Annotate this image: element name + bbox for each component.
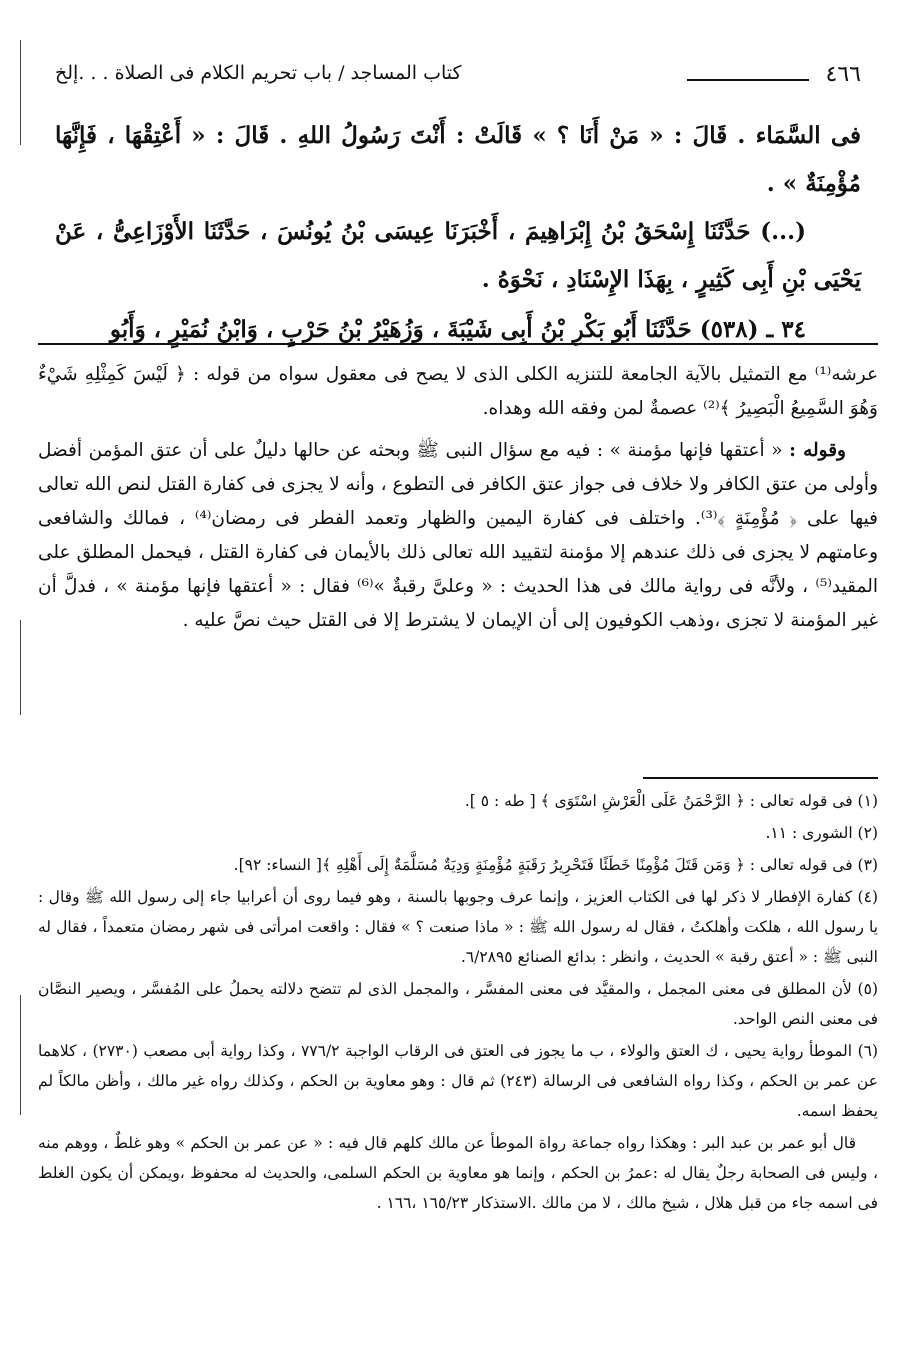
footnotes xyxy=(38,786,878,1220)
hadith-number: ٣٤ ـ (٥٣٨) حَدَّثَنَا أَبُو بَكْرِ بْنُ أَبِى شَيْبَةَ ، وَزُهَيْرُ بْنُ حَرْبٍ ، وَابْنُ نُمَيْرٍ ، وَأَبُو xyxy=(109,316,806,343)
binding-margin-line xyxy=(20,40,21,145)
footnote-4: (٤) كفارة الإفطار لا ذكر لها فى الكتاب العزيز ، وإنما عرف وجوبها بالسنة ، وهو فيما روى أن أعرابيا جاء إلى رسول الله ﷺ وقال : يا رسول الله ، هلكت وأهلكتُ ، فقال له رسول الله ﷺ : « ماذا صنعت ؟ » فقال : واقعت امرأتى فى شهر رمضان متعمداً ، فقال له النبى ﷺ : « أعتق رقبة » الحديث ، وانظر : بدائع الصنائع ٦/٢٨٩٥. xyxy=(38,888,878,966)
footnote-1: (١) فى قوله تعالى : ﴿ الرَّحْمَنُ عَلَى الْعَرْشِ اسْتَوَى ﴾ [ طه : ٥ ]. xyxy=(464,792,878,810)
section-divider xyxy=(38,343,878,345)
commentary-paragraph: عرشه⁽¹⁾ مع التمثيل بالآية الجامعة للتنزيه الكلى الذى لا يصح فى معقول سواه من قوله : ﴿ لَيْسَ كَمِثْلِهِ شَيْءٌ وَهُوَ السَّمِيعُ الْبَصِيرُ ﴾⁽²⁾ عصمةٌ لمن وفقه الله وهداه. xyxy=(38,364,878,419)
binding-margin-line xyxy=(20,620,21,715)
running-title: كتاب المساجد / باب تحريم الكلام فى الصلاة . . .إلخ xyxy=(55,62,462,84)
footnote-6-continuation: قال أبو عمر بن عبد البر : وهكذا رواه جماعة رواة الموطأ عن مالك كلهم قال فيه : « عن عمر بن الحكم » وهو غلطٌ ، ووهم منه ، وليس فى الصحابة رجلٌ يقال له :عمرُ بن الحكم ، وإنما هو معاوية بن الحكم السلمى، والحديث له محفوظ ،ويمكن أن يكون الغلط فى اسمه جاء من قبل هلال ، شيخ مالك ، لا من مالك .الاستذكار ١٦٥/٢٣ ،١٦٦ . xyxy=(38,1134,878,1212)
footnote-5: (٥) لأن المطلق فى معنى المجمل ، والمقيَّد فى معنى المفسَّر ، والمجمل الذى لم تتضح دلالته يحملُ على المُفسَّر ، ويصير النصَّان فى معنى النص الواحد. xyxy=(38,980,878,1028)
commentary-paragraph xyxy=(38,434,878,638)
commentary-body: « أعتقها فإنها مؤمنة » : فيه مع سؤال النبى ﷺ وبحثه عن حالها دليلٌ على أن عتق المؤمن أفضل وأولى من عتق الكافر ولا خلاف فى جواز عتق الكافر فى التطوع ، وأنه لا يجزى فى كفارة القتل لنص الله تعالى فيها على ﴿ مُؤْمِنَةٍ ﴾⁽³⁾. واختلف فى كفارة اليمين والظهار وتعمد الفطر فى رمضان⁽⁴⁾ ، فمالك والشافعى وعامتهم لا يجزى فى ذلك عندهم إلا مؤمنة لتقييد الله تعالى ذلك بالأيمان فى كفارة القتل ، فيحمل المطلق على المقيد⁽⁵⁾ ، ولأنَّه فى رواية مالك فى هذا الحديث : « وعلىَّ رقبةٌ »⁽⁶⁾ فقال : « أعتقها فإنها مؤمنة » ، فدلَّ أن غير المؤمنة لا تجزى ،وذهب الكوفيون إلى أن الإيمان لا يشترط إلا فى القتل حيث نصَّ عليه . xyxy=(38,440,878,631)
footnote-3: (٣) فى قوله تعالى : ﴿ وَمَن قَتَلَ مُؤْمِنًا خَطَئًا فَتَحْرِيرُ رَقَبَةٍ مُؤْمِنَةٍ وَدِيَةٌ مُسَلَّمَةٌ إِلَى أَهْلِهِ ﴾[ النساء: ٩٢]. xyxy=(233,856,878,874)
binding-margin-line xyxy=(20,995,21,1115)
footnote-divider xyxy=(643,777,878,779)
hadith-chain: (...) حَدَّثَنَا إِسْحَقُ بْنُ إِبْرَاهِيمَ ، أَخْبَرَنَا عِيسَى بْنُ يُونُسَ ، حَدَّثَنَا الأَوْزَاعِىُّ ، عَنْ يَحْيَى بْنِ أَبِى كَثِيرٍ ، بِهَذَا الإِسْنَادِ ، نَحْوَهُ . xyxy=(55,218,861,293)
commentary-lead: وقوله : xyxy=(789,440,846,461)
header-rule xyxy=(687,79,809,81)
footnote-2: (٢) الشورى : ١١. xyxy=(765,824,878,842)
hadith-line: فى السَّمَاء . قَالَ : « مَنْ أَنَا ؟ » قَالَتْ : أَنْتَ رَسُولُ اللهِ . قَالَ : « أَعْتِقْهَا ، فَإِنَّهَا مُؤْمِنَةٌ » . xyxy=(55,122,861,197)
page-header xyxy=(55,58,861,92)
hadith-text xyxy=(55,112,861,354)
commentary xyxy=(38,358,878,638)
footnote-6: (٦) الموطأ رواية يحيى ، ك العتق والولاء ، ب ما يجوز فى العتق فى الرقاب الواجبة ٧٧٦/٢ ، وكذا رواية أبى مصعب (٢٧٣٠) ، كلاهما عن عمر بن الحكم ، وكذا رواه الشافعى فى الرسالة (٢٤٣) ثم قال : وهو معاوية بن الحكم ، وكذلك رواه غير مالك ، وأظن مالكاً لم يحفظ اسمه. xyxy=(38,1042,879,1120)
page-number: ٤٦٦ xyxy=(825,62,861,87)
